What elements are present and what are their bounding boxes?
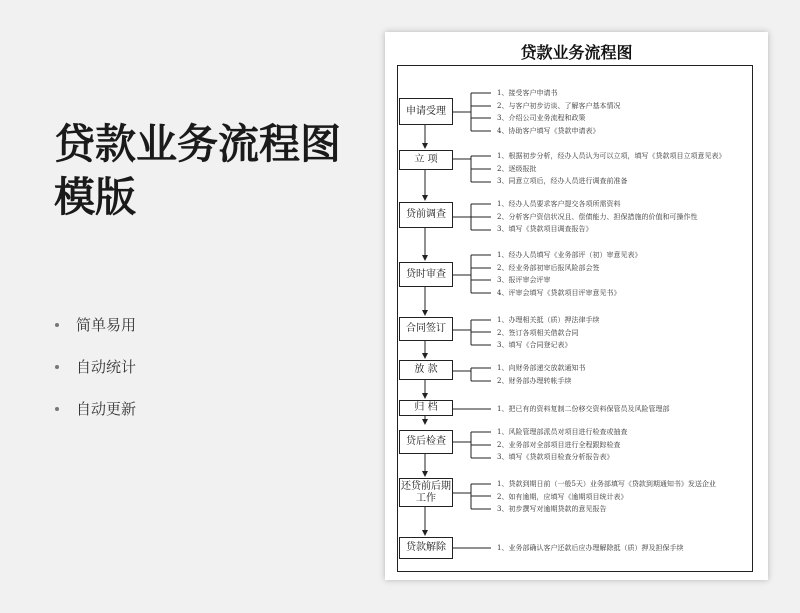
step-notes (497, 198, 697, 236)
note-line: 1、贷款到期日前（一般5天）业务部填写《贷款到期通知书》发送企业 (497, 480, 716, 488)
note-line: 3、填写《贷款项目检查分析报告表》 (497, 453, 614, 461)
note-line: 2、经业务部初审后报风险部会签 (497, 263, 600, 272)
bracket (451, 93, 491, 131)
bracket (451, 368, 491, 381)
step-box: 贷后检查 (399, 430, 453, 454)
step-box: 贷时审查 (399, 262, 453, 287)
note-line: 3、填写《合同登记表》 (497, 341, 572, 349)
note-line: 3、同意立项后，经办人员进行调查前准备 (497, 177, 628, 185)
bracket (451, 320, 491, 345)
note-line: 2、业务部对全部项目进行全程跟踪检查 (497, 440, 621, 449)
step-box: 立 项 (399, 150, 453, 170)
feature-item: 简单易用 (54, 312, 136, 354)
page-title (54, 118, 341, 224)
document-preview (385, 32, 768, 580)
step-notes (497, 87, 620, 137)
step-box: 合同签订 (399, 317, 453, 341)
step-box: 申请受理 (399, 98, 453, 125)
bracket (451, 484, 491, 509)
step-notes (497, 249, 641, 299)
feature-item: 自动统计 (54, 354, 136, 396)
note-line: 1、向财务部递交放款通知书 (497, 364, 586, 372)
note-line: 1、办理相关抵（质）押法律手续 (497, 316, 600, 324)
step-box: 放 款 (399, 360, 453, 380)
note-line: 2、与客户初步访谈、了解客户基本情况 (497, 101, 621, 110)
page-title-line1: 贷款业务流程图 (54, 120, 341, 168)
step-notes (497, 314, 599, 352)
bracket (451, 255, 491, 293)
note-line: 3、填写《贷款项目调查报告》 (497, 225, 593, 233)
page-title-line2: 模版 (54, 173, 136, 221)
note-line: 1、经办人员填写《业务部评（初）审意见表》 (497, 251, 642, 259)
step-box: 贷前调查 (399, 202, 453, 228)
step-box: 归 档 (399, 400, 453, 416)
step-box: 还贷前后期工作 (399, 478, 453, 507)
note-line: 2、如有逾期，应填写《逾期项目统计表》 (497, 492, 628, 501)
bracket (451, 204, 491, 230)
note-line: 3、报评审会评审 (497, 276, 551, 284)
note-line: 3、介绍公司业务流程和政策 (497, 114, 586, 122)
step-notes (497, 362, 585, 387)
note-line: 2、财务部办理转帐手续 (497, 376, 572, 385)
note-line: 2、签订各项相关借款合同 (497, 328, 579, 337)
step-box: 贷款解除 (399, 537, 453, 559)
step-notes (497, 478, 716, 516)
step-notes (497, 403, 669, 416)
feature-item: 自动更新 (54, 396, 136, 438)
note-line: 1、业务部确认客户还款后应办理解除抵（质）押及担保手续 (497, 544, 684, 552)
note-line: 3、初步撰写对逾期贷款的意见报告 (497, 505, 607, 513)
note-line: 1、风险管理部派员对项目进行检查或抽查 (497, 428, 628, 436)
note-line: 1、根据初步分析，经办人员认为可以立项，填写《贷款项目立项意见表》 (497, 152, 726, 160)
note-line: 2、分析客户资信状况且、偿债能力、担保措施的价值和可操作性 (497, 212, 698, 221)
step-notes (497, 542, 683, 555)
step-notes (497, 150, 725, 188)
note-line: 4、协助客户填写《贷款申请表》 (497, 126, 600, 135)
step-notes (497, 426, 627, 464)
note-line: 1、把已有的资料复制二份移交资料保管员及风险管理部 (497, 405, 670, 413)
note-line: 1、经办人员要求客户提交各项所需资料 (497, 200, 621, 208)
note-line: 4、评审会填写《贷款项目评审意见书》 (497, 288, 621, 297)
note-line: 2、逐级报批 (497, 164, 537, 173)
note-line: 1、接受客户申请书 (497, 89, 558, 97)
bracket (451, 432, 491, 458)
bracket (451, 156, 491, 182)
document-title: 贷款业务流程图 (520, 43, 633, 62)
feature-list (54, 312, 136, 438)
